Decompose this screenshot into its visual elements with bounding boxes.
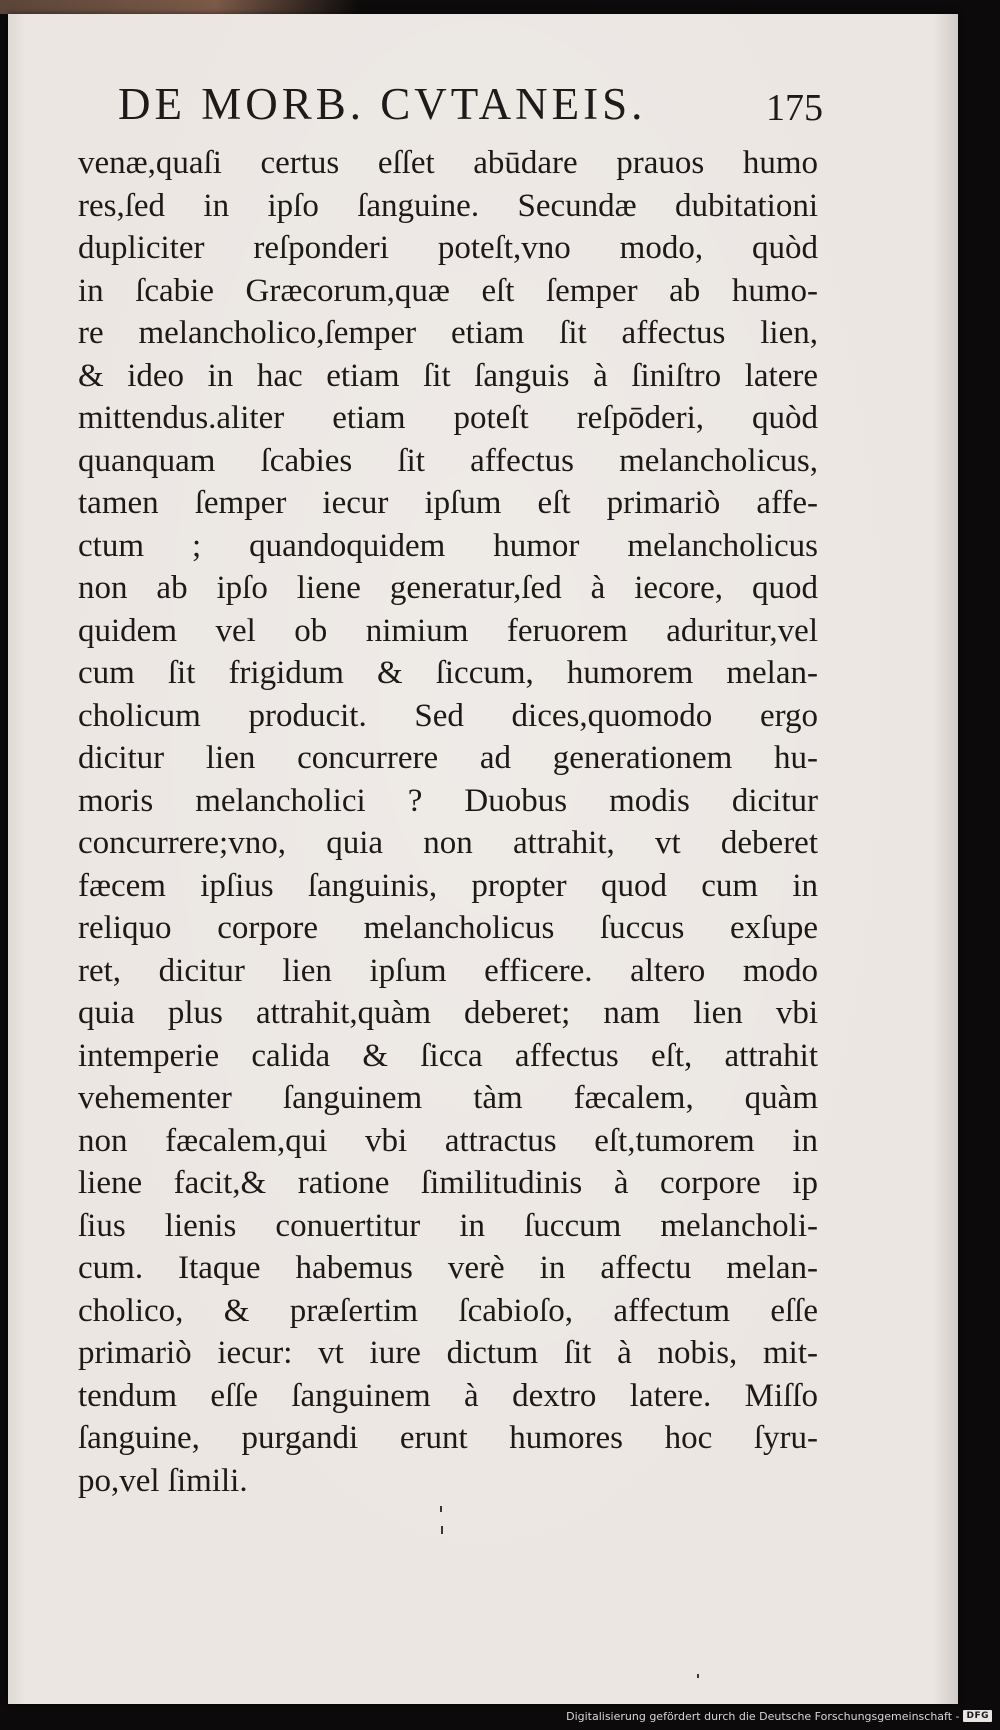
- text-line: vehementer ſanguinem tàm fæcalem, quàm: [78, 1080, 818, 1116]
- text-line: dupliciter reſponderi poteſt,vno modo, quòd: [78, 230, 818, 266]
- text-line: quanquam ſcabies ſit affectus melancholicus,: [78, 442, 818, 479]
- ink-speck: [697, 1674, 699, 1678]
- text-line: po,vel ſimili.: [78, 1462, 248, 1499]
- text-line: tendum eſſe ſanguinem à dextro latere. Miſſo: [78, 1377, 818, 1414]
- text-line: res,ſed in ipſo ſanguine. Secundæ dubitationi: [78, 187, 818, 224]
- text-line: fæcem ipſius ſanguinis, propter quod cum in: [78, 867, 818, 904]
- text-line: non ab ipſo liene generatur,ſed à iecore, quod: [78, 570, 818, 606]
- body-text: [78, 142, 818, 1502]
- text-line: ſius lienis conuertitur in ſuccum melancholi-: [78, 1207, 818, 1244]
- text-line: dicitur lien concurrere ad generationem hu-: [78, 740, 818, 776]
- dfg-logo: DFG: [963, 1710, 992, 1722]
- digitization-credit: Digitalisierung gefördert durch die Deutsche Forschungsgemeinschaft -: [566, 1709, 960, 1723]
- book-edge-strip: [0, 0, 360, 14]
- text-line: tamen ſemper iecur ipſum eſt primariò affe-: [78, 485, 818, 521]
- digitization-footer: [566, 1708, 992, 1724]
- text-line: ctum ; quandoquidem humor melancholicus: [78, 527, 818, 564]
- text-line: non fæcalem,qui vbi attractus eſt,tumorem in: [78, 1122, 818, 1159]
- ink-speck: [441, 1526, 443, 1534]
- text-line: ret, dicitur lien ipſum efficere. altero modo: [78, 952, 818, 989]
- text-line: ſanguine, purgandi erunt humores hoc ſyru-: [78, 1420, 818, 1456]
- text-line: cholicum producit. Sed dices,quomodo ergo: [78, 697, 818, 734]
- scanned-page: [8, 14, 958, 1704]
- text-line: primariò iecur: vt iure dictum ſit à nobis, mit-: [78, 1335, 818, 1371]
- text-line: cholico, & præſertim ſcabioſo, affectum eſſe: [78, 1292, 818, 1329]
- text-line: quidem vel ob nimium feruorem aduritur,vel: [78, 612, 818, 649]
- text-line: moris melancholici ? Duobus modis dicitur: [78, 782, 818, 819]
- text-line: cum ſit frigidum & ſiccum, humorem melan-: [78, 655, 818, 691]
- text-line: liene facit,& ratione ſimilitudinis à corpore ip: [78, 1165, 818, 1201]
- text-line: re melancholico,ſemper etiam ſit affectus lien,: [78, 315, 818, 351]
- ink-speck: [440, 1506, 442, 1512]
- text-line: intemperie calida & ſicca affectus eſt, attrahit: [78, 1037, 818, 1074]
- text-line: mittendus.aliter etiam poteſt reſpōderi, quòd: [78, 400, 818, 436]
- text-line: reliquo corpore melancholicus ſuccus exſupe: [78, 910, 818, 946]
- text-line: quia plus attrahit,quàm deberet; nam lien vbi: [78, 995, 818, 1031]
- text-line: in ſcabie Græcorum,quæ eſt ſemper ab humo-: [78, 272, 818, 309]
- text-line: venæ,quaſi certus eſſet abūdare prauos humo: [78, 145, 818, 181]
- text-line: cum. Itaque habemus verè in affectu melan-: [78, 1250, 818, 1286]
- page-number: 175: [766, 87, 823, 129]
- running-head: DE MORB. CVTANEIS.: [118, 79, 647, 129]
- text-line: concurrere;vno, quia non attrahit, vt deberet: [78, 825, 818, 861]
- text-line: & ideo in hac etiam ſit ſanguis à ſiniſtro latere: [78, 357, 818, 394]
